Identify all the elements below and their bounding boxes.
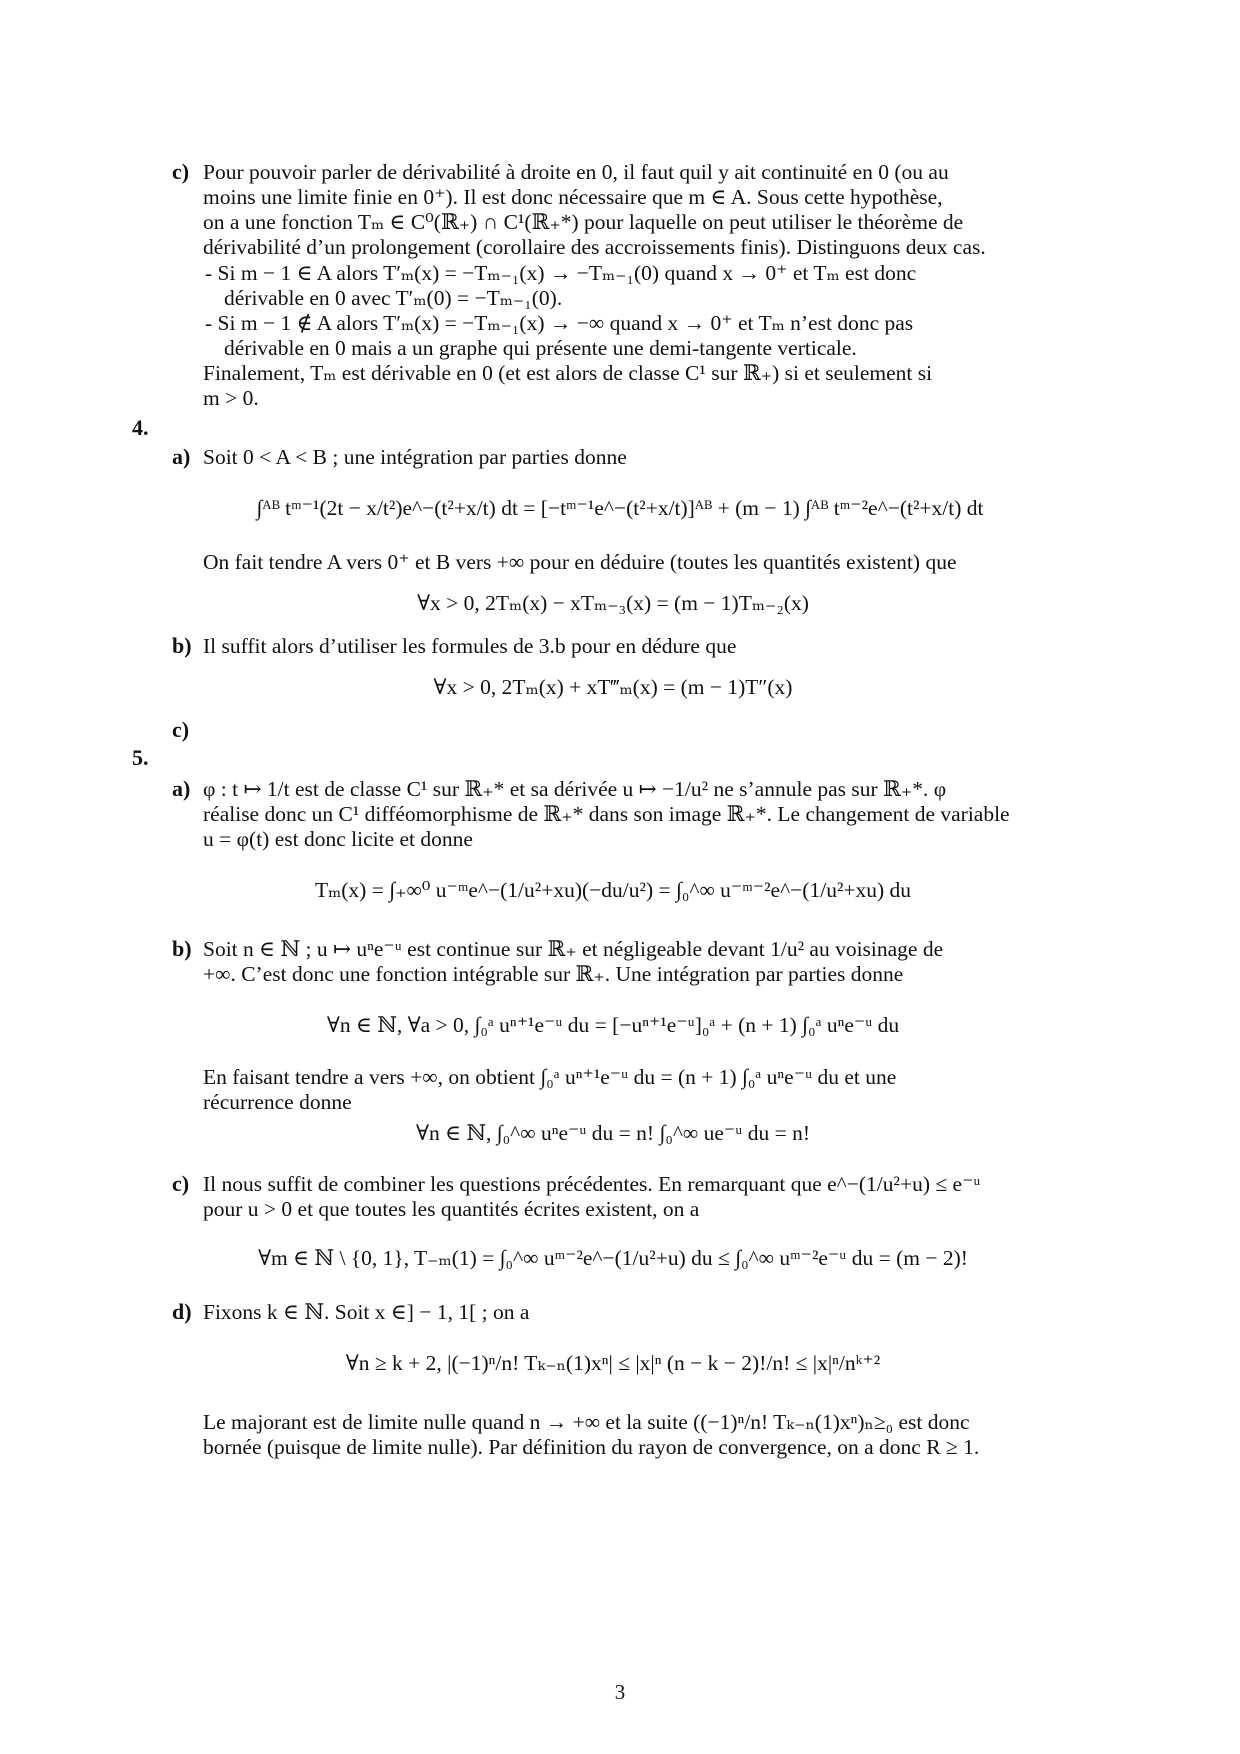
display-equation: ∀n ∈ ℕ, ∀a > 0, ∫₀ᵃ uⁿ⁺¹e⁻ᵘ du = [−uⁿ⁺¹e⁻ᵘ]₀ᵃ + (n + 1) ∫₀ᵃ uⁿe⁻ᵘ du bbox=[326, 1013, 900, 1037]
item-label-5d: d) bbox=[172, 1299, 192, 1324]
page-number: 3 bbox=[614, 1680, 626, 1704]
paragraph-line: Soit n ∈ ℕ ; u ↦ uⁿe⁻ᵘ est continue sur ℝ₊ et négligeable devant 1/u² au voisinage de bbox=[203, 937, 944, 961]
question-number-4: 4. bbox=[132, 415, 149, 440]
item-label-4b: b) bbox=[172, 633, 192, 658]
display-equation: Tₘ(x) = ∫₊∞⁰ u⁻ᵐe^−(1/u²+xu)(−du/u²) = ∫₀^∞ u⁻ᵐ⁻²e^−(1/u²+xu) du bbox=[314, 878, 912, 902]
paragraph-line: moins une limite finie en 0⁺). Il est donc nécessaire que m ∈ A. Sous cette hypothèse, bbox=[203, 185, 943, 209]
paragraph-line: Soit 0 < A < B ; une intégration par parties donne bbox=[203, 445, 627, 469]
paragraph-line: - Si m − 1 ∉ A alors T′ₘ(x) = −Tₘ₋₁(x) → −∞ quand x → 0⁺ et Tₘ n’est donc pas bbox=[205, 311, 914, 335]
display-equation: ∀x > 0, 2Tₘ(x) − xTₘ₋₃(x) = (m − 1)Tₘ₋₂(x) bbox=[417, 591, 809, 615]
paragraph-line: En faisant tendre a vers +∞, on obtient ∫₀ᵃ uⁿ⁺¹e⁻ᵘ du = (n + 1) ∫₀ᵃ uⁿe⁻ᵘ du et une bbox=[203, 1065, 897, 1089]
paragraph-line: φ : t ↦ 1/t est de classe C¹ sur ℝ₊* et sa dérivée u ↦ −1/u² ne s’annule pas sur ℝ₊*. φ bbox=[203, 777, 947, 801]
item-label-5c: c) bbox=[172, 1171, 190, 1196]
display-equation: ∀x > 0, 2Tₘ(x) + xT‴ₘ(x) = (m − 1)T″(x) bbox=[433, 675, 793, 699]
display-equation: ∀n ∈ ℕ, ∫₀^∞ uⁿe⁻ᵘ du = n! ∫₀^∞ ue⁻ᵘ du = n! bbox=[416, 1121, 810, 1145]
paragraph-line: Pour pouvoir parler de dérivabilité à droite en 0, il faut quil y ait continuité en 0 (ou au bbox=[203, 160, 949, 184]
paragraph-line: Le majorant est de limite nulle quand n → +∞ et la suite ((−1)ⁿ/n! Tₖ₋ₙ(1)xⁿ)ₙ≥₀ est donc bbox=[203, 1410, 970, 1434]
display-equation: ∀n ≥ k + 2, |(−1)ⁿ/n! Tₖ₋ₙ(1)xⁿ| ≤ |x|ⁿ (n − k − 2)!/n! ≤ |x|ⁿ/nᵏ⁺² bbox=[345, 1351, 881, 1375]
paragraph-line: Il suffit alors d’utiliser les formules de 3.b pour en dédure que bbox=[203, 634, 737, 658]
paragraph-line: m > 0. bbox=[203, 386, 259, 410]
paragraph-line: récurrence donne bbox=[203, 1090, 352, 1114]
item-label-5a: a) bbox=[172, 776, 191, 801]
paragraph-line: dérivable en 0 mais a un graphe qui présente une demi-tangente verticale. bbox=[224, 336, 857, 360]
display-equation: ∫ᴬᴮ tᵐ⁻¹(2t − x/t²)e^−(t²+x/t) dt = [−tᵐ⁻¹e^−(t²+x/t)]ᴬᴮ + (m − 1) ∫ᴬᴮ tᵐ⁻²e^−(t²+x/t) dt bbox=[256, 496, 984, 520]
paragraph-line: On fait tendre A vers 0⁺ et B vers +∞ pour en déduire (toutes les quantités existent) que bbox=[203, 550, 957, 574]
paragraph-line: dérivabilité d’un prolongement (corollaire des accroissements finis). Distinguons deux cas. bbox=[203, 235, 986, 259]
item-label-5b: b) bbox=[172, 936, 192, 961]
paragraph-line: réalise donc un C¹ difféomorphisme de ℝ₊* dans son image ℝ₊*. Le changement de variable bbox=[203, 802, 1010, 826]
paragraph-line: pour u > 0 et que toutes les quantités écrites existent, on a bbox=[203, 1197, 700, 1221]
paragraph-line: dérivable en 0 avec T′ₘ(0) = −Tₘ₋₁(0). bbox=[224, 286, 563, 310]
question-number-5: 5. bbox=[132, 745, 149, 770]
paragraph-line: u = φ(t) est donc licite et donne bbox=[203, 827, 473, 851]
item-label-4c: c) bbox=[172, 717, 190, 742]
paragraph-line: on a une fonction Tₘ ∈ C⁰(ℝ₊) ∩ C¹(ℝ₊*) pour laquelle on peut utiliser le théorème de bbox=[203, 210, 964, 234]
item-label-3c: c) bbox=[172, 159, 190, 184]
paragraph-line: bornée (puisque de limite nulle). Par définition du rayon de convergence, on a donc R ≥ 1. bbox=[203, 1435, 980, 1459]
paragraph-line: Finalement, Tₘ est dérivable en 0 (et est alors de classe C¹ sur ℝ₊) si et seulement si bbox=[203, 361, 933, 385]
paragraph-line: +∞. C’est donc une fonction intégrable sur ℝ₊. Une intégration par parties donne bbox=[203, 962, 904, 986]
paragraph-line: Il nous suffit de combiner les questions précédentes. En remarquant que e^−(1/u²+u) ≤ e⁻ᵘ bbox=[203, 1172, 981, 1196]
paragraph-line: Fixons k ∈ ℕ. Soit x ∈] − 1, 1[ ; on a bbox=[203, 1300, 530, 1324]
item-label-4a: a) bbox=[172, 444, 191, 469]
paragraph-line: - Si m − 1 ∈ A alors T′ₘ(x) = −Tₘ₋₁(x) → −Tₘ₋₁(0) quand x → 0⁺ et Tₘ est donc bbox=[205, 261, 917, 285]
display-equation: ∀m ∈ ℕ \ {0, 1}, T₋ₘ(1) = ∫₀^∞ uᵐ⁻²e^−(1/u²+u) du ≤ ∫₀^∞ uᵐ⁻²e⁻ᵘ du = (m − 2)! bbox=[258, 1246, 968, 1270]
